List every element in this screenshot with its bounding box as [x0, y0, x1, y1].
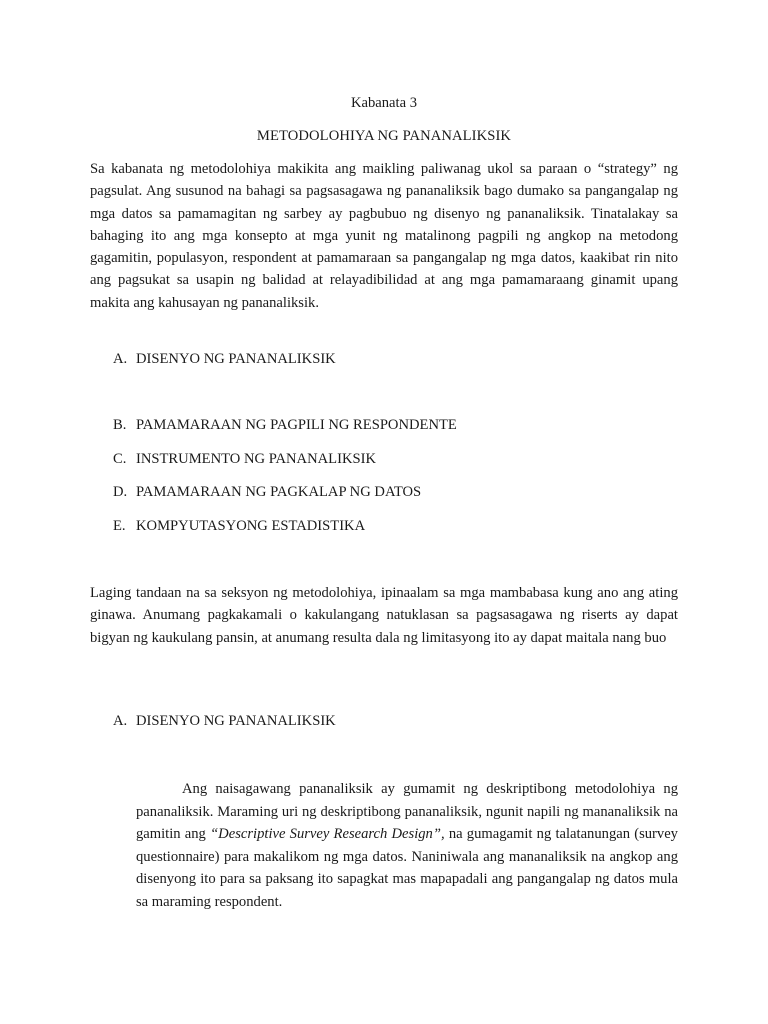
section-heading-text: DISENYO NG PANANALIKSIK: [136, 713, 336, 729]
outline-text: PAMAMARAAN NG PAGPILI NG RESPONDENTE: [136, 417, 457, 433]
outline-letter: D.: [113, 484, 128, 500]
outline-letter: C.: [113, 451, 127, 467]
outline-text: PAMAMARAAN NG PAGKALAP NG DATOS: [136, 484, 422, 500]
section-heading: [113, 711, 336, 731]
outline-text: INSTRUMENTO NG PANANALIKSIK: [136, 451, 376, 467]
outline-item-d: [113, 482, 421, 502]
chapter-title: METODOLOHIYA NG PANANALIKSIK: [256, 128, 512, 144]
outline-text: DISENYO NG PANANALIKSIK: [136, 351, 336, 367]
section-letter: A.: [113, 713, 128, 729]
intro-paragraph: Sa kabanata ng metodolohiya makikita ang maikling paliwanag ukol sa paraan o “strategy” ng pagsulat. Ang susunod na bahagi sa pagsasagawa ng pananaliksik bago dumako sa pangangalap ng mga datos sa pamamagitan ng sarbey ay pagbubuo ng disenyo ng pananaliksik. Tinatalakay sa bahaging ito ang mga konsepto at mga yunit ng matalinong pagpili ng angkop na metodong gagamitin, populasyon, respondent at pamamaraan sa pangangalap ng mga datos, kaakibat rin nito ang pagsukat sa usapin ng balidad at relayadibilidad at ang mga pamamaraang ginamit upang makita ang kahusayan ng pananaliksik.: [90, 161, 678, 311]
outline-text: KOMPYUTASYONG ESTADISTIKA: [136, 518, 366, 534]
outline-letter: A.: [113, 351, 128, 367]
closing-paragraph: Laging tandaan na sa seksyon ng metodolohiya, ipinaalam sa mga mambabasa kung ano ang ating ginawa. Anumang pagkakamali o kakulangang natuklasan sa pagsasagawa ng riserts ay dapat bigyan ng kaukulang pansin, at anumang resulta dala ng limitasyong ito ay dapat maitala nang buo: [90, 585, 678, 646]
outline-item-b: [113, 415, 457, 435]
chapter-label: Kabanata 3: [350, 95, 418, 111]
outline-item-a: [113, 349, 336, 369]
outline-letter: B.: [113, 417, 127, 433]
section-paragraph: [136, 778, 678, 913]
outline-letter: E.: [113, 518, 126, 534]
outline-item-e: [113, 516, 365, 536]
section-paragraph-italic: “Descriptive Survey Research Design”,: [210, 826, 445, 842]
section-paragraph-part2: na gumagamit ng talatanungan (survey questionnaire) para makalikom ng mga datos. Naniniwala ang mananaliksik na angkop ang disenyong ito para sa paksang ito sapagkat mas mapapadali ang pangangalap ng datos mula sa maraming respondent.: [136, 826, 678, 910]
section-paragraph-part1: Ang naisagawang pananaliksik ay gumamit ng deskriptibong metodolohiya ng pananaliksik. Maraming uri ng deskriptibong pananaliksik, ngunit napili ng mananaliksik na gamitin ang: [136, 781, 678, 842]
outline-item-c: [113, 449, 376, 469]
